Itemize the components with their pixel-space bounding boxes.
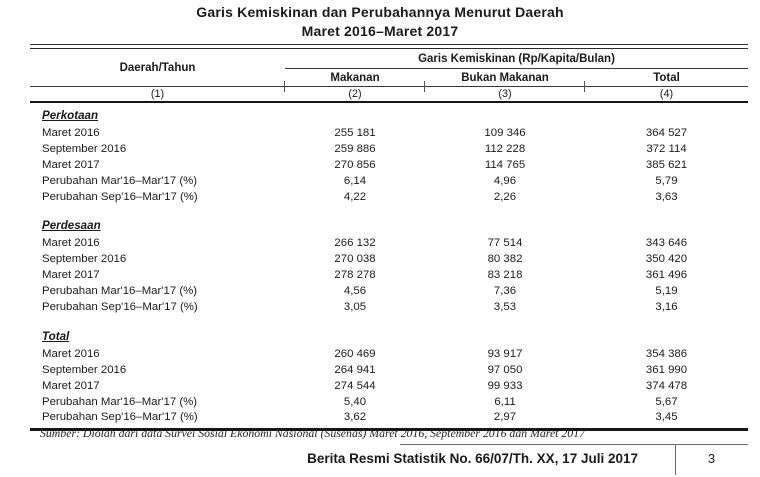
cell-bukan-makanan: 114 765 bbox=[484, 158, 526, 171]
column-number-1: (1) bbox=[150, 88, 165, 100]
row-label: September 2016 bbox=[42, 142, 127, 155]
row-label: Perubahan Mar'16–Mar'17 (%) bbox=[42, 174, 198, 187]
cell-bukan-makanan: 2,97 bbox=[493, 411, 517, 424]
cell-makanan: 259 886 bbox=[334, 142, 376, 155]
cell-bukan-makanan: 109 346 bbox=[484, 126, 526, 139]
row-label: Perubahan Sep'16–Mar'17 (%) bbox=[42, 411, 198, 424]
cell-bukan-makanan: 99 933 bbox=[487, 379, 523, 392]
row-label: Maret 2016 bbox=[42, 237, 100, 250]
table-row bbox=[30, 346, 748, 362]
section-label: Total bbox=[42, 329, 70, 343]
column-group-header: Garis Kemiskinan (Rp/Kapita/Bulan) bbox=[285, 49, 748, 69]
column-header-daerah-tahun: Daerah/Tahun bbox=[119, 61, 196, 74]
page-number: 3 bbox=[707, 451, 716, 466]
section-perkotaan bbox=[30, 107, 748, 204]
source-note: Sumber: Diolah dari data Survei Sosial Ekonomi Nasional (Susenas) Maret 2016, September 2016 dan Maret 2017 bbox=[40, 426, 586, 440]
cell-makanan: 3,05 bbox=[343, 300, 367, 313]
cell-bukan-makanan: 6,11 bbox=[494, 395, 516, 408]
cell-makanan: 5,40 bbox=[343, 395, 367, 408]
cell-total: 5,67 bbox=[655, 395, 678, 408]
column-number-2: (2) bbox=[348, 88, 362, 100]
cell-makanan: 3,62 bbox=[343, 411, 367, 424]
cell-bukan-makanan: 93 917 bbox=[487, 347, 523, 360]
column-boundary-tick bbox=[284, 81, 285, 92]
poverty-line-table bbox=[30, 44, 748, 431]
page-title-line2: Maret 2016–Maret 2017 bbox=[301, 23, 459, 39]
cell-total: 361 990 bbox=[645, 363, 688, 376]
table-row bbox=[30, 141, 748, 157]
row-label: Perubahan Sep'16–Mar'17 (%) bbox=[42, 190, 198, 203]
table-row bbox=[30, 251, 748, 267]
cell-makanan: 255 181 bbox=[334, 126, 376, 139]
column-header-makanan: Makanan bbox=[330, 71, 380, 84]
cell-total: 3,45 bbox=[655, 411, 678, 424]
cell-total: 5,19 bbox=[655, 285, 678, 298]
section-label: Perdesaan bbox=[42, 219, 101, 233]
row-label: Maret 2017 bbox=[42, 379, 100, 392]
row-label: September 2016 bbox=[42, 363, 127, 376]
cell-makanan: 278 278 bbox=[334, 269, 376, 282]
cell-bukan-makanan: 97 050 bbox=[487, 363, 523, 376]
column-boundary-tick bbox=[424, 81, 425, 92]
row-label: Perubahan Sep'16–Mar'17 (%) bbox=[42, 300, 198, 313]
cell-makanan: 260 469 bbox=[334, 347, 376, 360]
row-label: September 2016 bbox=[42, 253, 127, 266]
publication-title: Berita Resmi Statistik No. 66/07/Th. XX, 17 Juli 2017 bbox=[307, 451, 638, 466]
table-row bbox=[30, 283, 748, 299]
table-row bbox=[30, 157, 748, 173]
table-row bbox=[30, 125, 748, 141]
cell-total: 361 496 bbox=[645, 269, 688, 282]
column-header-total: Total bbox=[653, 71, 680, 84]
cell-total: 3,63 bbox=[655, 190, 678, 203]
cell-total: 354 386 bbox=[645, 347, 688, 360]
cell-makanan: 6,14 bbox=[343, 174, 367, 187]
table-row bbox=[30, 267, 748, 283]
row-label: Perubahan Mar'16–Mar'17 (%) bbox=[42, 395, 198, 408]
table-row bbox=[30, 394, 748, 410]
row-label: Maret 2016 bbox=[42, 347, 100, 360]
cell-bukan-makanan: 77 514 bbox=[487, 237, 523, 250]
column-boundary-tick bbox=[584, 81, 585, 92]
cell-bukan-makanan: 4,96 bbox=[493, 174, 517, 187]
cell-bukan-makanan: 112 228 bbox=[484, 142, 526, 155]
cell-makanan: 266 132 bbox=[334, 237, 376, 250]
section-perdesaan bbox=[30, 217, 748, 314]
cell-total: 385 621 bbox=[645, 158, 688, 171]
table-header bbox=[30, 49, 748, 86]
table-row bbox=[30, 189, 748, 205]
cell-bukan-makanan: 7,36 bbox=[493, 285, 517, 298]
column-header-bukan-makanan: Bukan Makanan bbox=[461, 71, 549, 84]
column-number-4: (4) bbox=[659, 88, 674, 100]
table-row bbox=[30, 409, 748, 425]
row-label: Maret 2017 bbox=[42, 158, 100, 171]
section-label: Perkotaan bbox=[42, 109, 99, 122]
header-bottom-rule bbox=[30, 101, 748, 103]
cell-total: 3,16 bbox=[655, 300, 678, 313]
cell-makanan: 270 856 bbox=[334, 158, 376, 171]
row-label: Perubahan Mar'16–Mar'17 (%) bbox=[42, 285, 198, 298]
cell-makanan: 270 038 bbox=[334, 253, 376, 266]
section-total bbox=[30, 328, 748, 425]
cell-makanan: 274 544 bbox=[334, 379, 376, 392]
cell-total: 343 646 bbox=[645, 237, 688, 250]
cell-bukan-makanan: 2,26 bbox=[493, 190, 517, 203]
cell-makanan: 264 941 bbox=[334, 363, 376, 376]
cell-total: 350 420 bbox=[645, 253, 688, 266]
row-label: Maret 2017 bbox=[42, 269, 100, 282]
page-title bbox=[0, 3, 760, 41]
column-number-row bbox=[30, 87, 748, 101]
table-row bbox=[30, 299, 748, 315]
table-row bbox=[30, 362, 748, 378]
cell-total: 372 114 bbox=[646, 142, 687, 155]
column-number-3: (3) bbox=[498, 88, 512, 100]
cell-makanan: 4,56 bbox=[343, 285, 367, 298]
table-row bbox=[30, 378, 748, 394]
table-row bbox=[30, 235, 748, 251]
cell-makanan: 4,22 bbox=[343, 190, 367, 203]
cell-total: 364 527 bbox=[645, 126, 688, 139]
footer-rule bbox=[400, 444, 748, 445]
cell-bukan-makanan: 3,53 bbox=[493, 300, 517, 313]
row-label: Maret 2016 bbox=[42, 126, 100, 139]
cell-total: 5,79 bbox=[655, 174, 678, 187]
cell-total: 374 478 bbox=[645, 379, 688, 392]
cell-bukan-makanan: 83 218 bbox=[487, 269, 523, 282]
cell-bukan-makanan: 80 382 bbox=[487, 253, 523, 266]
table-row bbox=[30, 173, 748, 189]
page-title-line1: Garis Kemiskinan dan Perubahannya Menurut Daerah bbox=[196, 4, 564, 20]
